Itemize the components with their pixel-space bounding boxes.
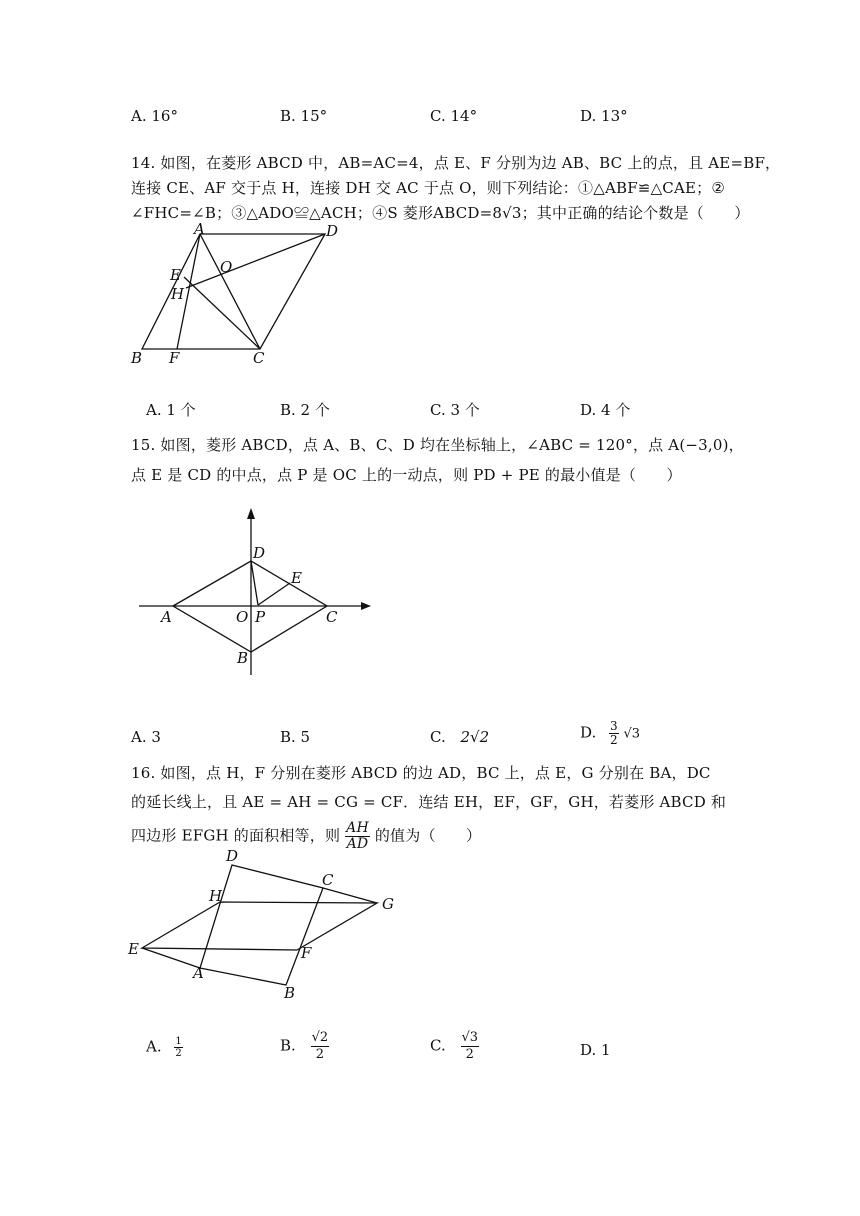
q16-fraction-denominator: AD <box>346 836 369 852</box>
q14-label-f: F <box>169 349 180 367</box>
q16-label-c: C <box>322 871 334 889</box>
q15-option-c-prefix: C. <box>430 728 446 746</box>
q14-rhombus-abcd <box>142 234 325 349</box>
q14-text-line1: 14. 如图，在菱形 ABCD 中，AB=AC=4，点 E、F 分别为边 AB、BC 上的点，且 AE=BF， <box>131 154 781 172</box>
q16-text-line3-post: 的值为（ ） <box>374 826 482 845</box>
q16-label-a: A <box>193 964 204 982</box>
q16-text-line1: 16. 如图，点 H，F 分别在菱形 ABCD 的边 AD，BC 上，点 E，G 分别在 BA，DC <box>131 764 711 782</box>
q14-label-b: B <box>131 349 143 367</box>
q14-diagonal-ac <box>200 234 260 349</box>
q16-label-f: F <box>301 944 312 962</box>
q15-label-c: C <box>326 608 338 626</box>
q15-option-d-denominator: 2 <box>610 733 618 747</box>
q16-option-a-prefix: A. <box>146 1037 162 1056</box>
q14-figure <box>125 220 339 372</box>
q14-label-o: O <box>220 258 233 276</box>
q15-segment-pe <box>258 583 290 605</box>
q15-segment-pd <box>251 561 258 605</box>
q14-segment-ce <box>184 277 260 349</box>
q15-label-e: E <box>291 569 302 587</box>
q14-label-a: A <box>194 220 205 238</box>
q15-option-d-fraction <box>609 720 619 747</box>
q16-option-a[interactable] <box>146 1036 183 1059</box>
q13-option-a[interactable]: A. 16° <box>131 107 178 125</box>
q14-label-h: H <box>171 285 185 303</box>
q16-option-c-numerator: √3 <box>461 1030 479 1045</box>
q16-rhombus-abcd <box>200 865 323 985</box>
q14-option-d[interactable]: D. 4 个 <box>580 401 631 419</box>
q15-text-line1: 15. 如图，菱形 ABCD，点 A、B、C、D 均在坐标轴上，∠ABC = 120°，点 A(−3,0)， <box>131 436 744 454</box>
q13-option-d[interactable]: D. 13° <box>580 107 628 125</box>
q14-option-b[interactable]: B. 2 个 <box>280 401 330 419</box>
q15-option-d-numerator: 3 <box>610 719 618 733</box>
q16-option-c-prefix: C. <box>430 1036 446 1055</box>
q16-text-line3-pre: 四边形 EFGH 的面积相等，则 <box>131 826 341 845</box>
q15-label-d: D <box>253 544 266 562</box>
q16-option-a-numerator: 1 <box>175 1036 182 1047</box>
q15-label-o: O <box>236 608 249 626</box>
q16-label-e: E <box>128 940 139 958</box>
q15-figure <box>135 505 380 680</box>
q16-text-line2: 的延长线上，且 AE = AH = CG = CF．连结 EH，EF，GF，GH，若菱形 ABCD 和 <box>131 793 727 811</box>
q16-option-b[interactable] <box>280 1030 329 1063</box>
q15-option-a[interactable]: A. 3 <box>131 728 161 746</box>
q15-label-p: P <box>255 608 266 626</box>
q16-option-b-prefix: B. <box>280 1036 296 1055</box>
q16-label-b: B <box>284 984 296 1002</box>
q15-option-d[interactable] <box>580 720 640 747</box>
q15-option-b[interactable]: B. 5 <box>280 728 311 746</box>
q16-segment-cg <box>323 888 377 903</box>
q15-option-c[interactable] <box>430 728 489 746</box>
q15-y-arrow-icon <box>247 508 255 519</box>
q13-option-b[interactable]: B. 15° <box>280 107 328 125</box>
q14-option-a[interactable]: A. 1 个 <box>146 401 196 419</box>
q14-label-e: E <box>170 266 181 284</box>
q15-label-b: B <box>237 649 249 667</box>
q15-text-line2: 点 E 是 CD 的中点，点 P 是 OC 上的一动点，则 PD + PE 的最小值是（ ） <box>131 466 682 484</box>
q14-segment-dh <box>186 234 325 288</box>
q15-option-d-root: √3 <box>623 726 641 742</box>
q15-option-c-value: 2√2 <box>460 728 490 746</box>
q16-option-b-fraction <box>311 1030 330 1063</box>
q16-figure <box>125 845 400 1005</box>
q16-option-c[interactable] <box>430 1030 479 1063</box>
q16-fraction-numerator: AH <box>346 820 369 836</box>
q16-label-h: H <box>209 887 223 905</box>
q15-option-d-prefix: D. <box>580 723 597 742</box>
q16-option-a-denominator: 2 <box>175 1048 182 1059</box>
q16-label-d: D <box>226 847 239 865</box>
q14-text-line3: ∠FHC=∠B；③△ADO≌△ACH；④S 菱形ABCD=8√3；其中正确的结论个数是（ ） <box>131 204 750 222</box>
q16-option-b-numerator: √2 <box>311 1030 329 1045</box>
q14-label-d: D <box>326 222 339 240</box>
q14-option-c[interactable]: C. 3 个 <box>430 401 480 419</box>
q16-option-c-denominator: 2 <box>465 1047 474 1062</box>
q16-option-a-fraction <box>174 1036 182 1059</box>
q14-text-line2: 连接 CE、AF 交于点 H，连接 DH 交 AC 于点 O，则下列结论：①△ABF≌△CAE；② <box>131 179 726 197</box>
q13-option-c[interactable]: C. 14° <box>430 107 478 125</box>
q16-option-b-denominator: 2 <box>315 1047 324 1062</box>
q16-label-g: G <box>382 895 394 913</box>
q16-option-c-fraction <box>461 1030 480 1063</box>
q16-segment-ea <box>142 948 200 968</box>
q14-label-c: C <box>253 349 265 367</box>
q15-label-a: A <box>161 608 172 626</box>
q15-x-arrow-icon <box>361 602 371 610</box>
q16-option-d[interactable]: D. 1 <box>580 1041 611 1059</box>
q16-quad-efgh <box>142 902 377 950</box>
